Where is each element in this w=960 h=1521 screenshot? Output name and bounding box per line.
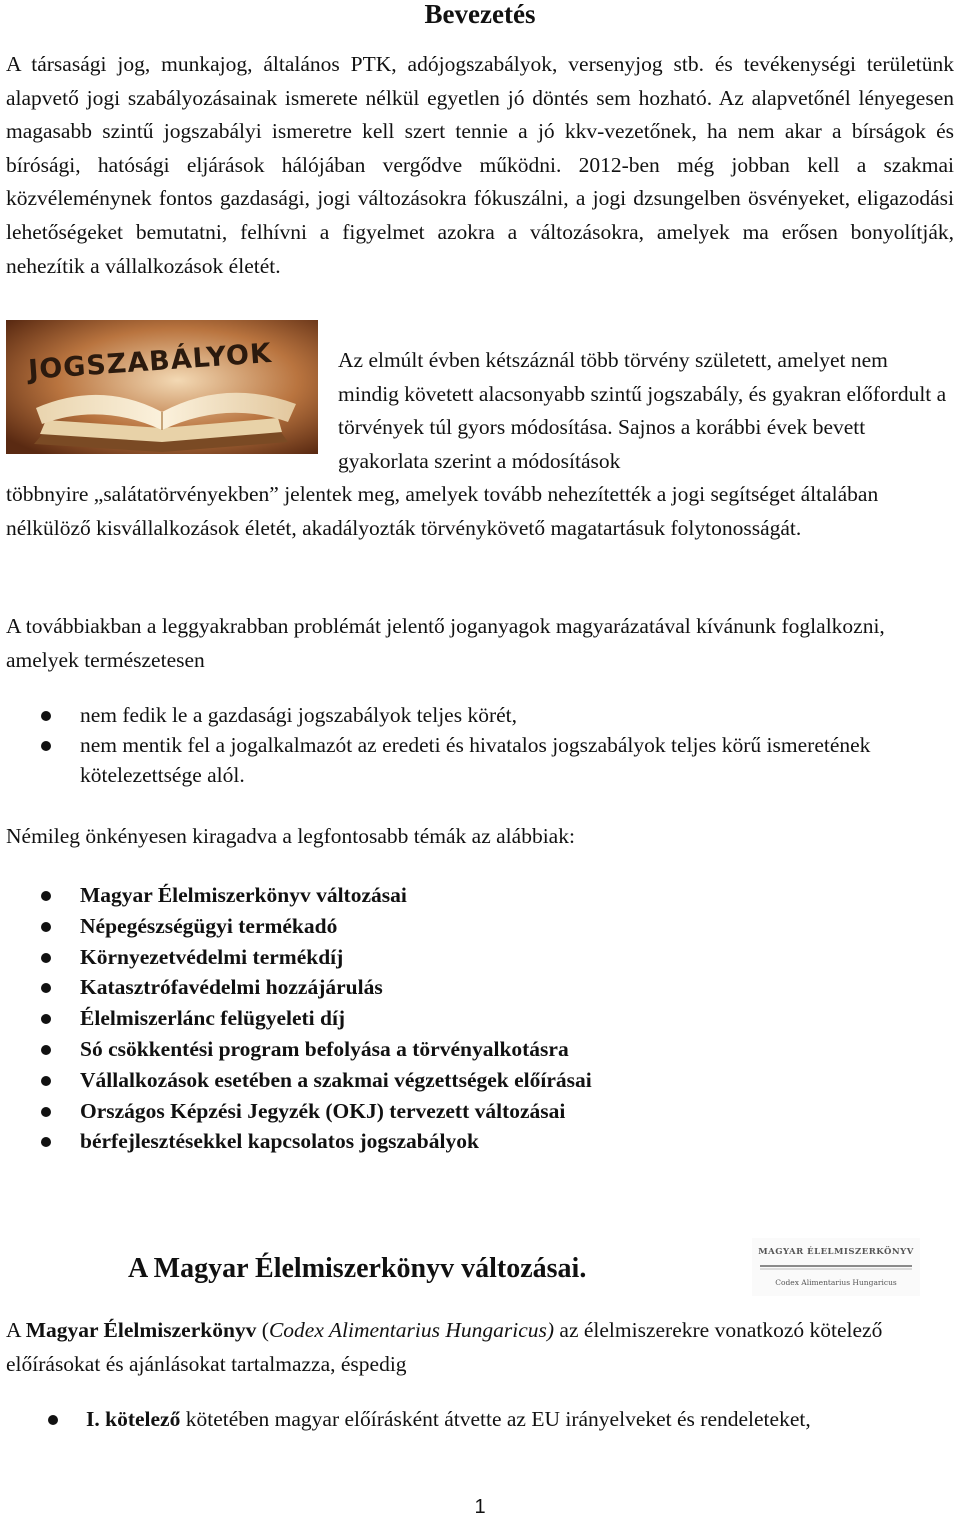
- bullet-icon: [41, 953, 51, 963]
- book-label: JOGSZABÁLYOK: [27, 337, 273, 386]
- topics-list: [0, 880, 940, 1157]
- jogszabalyok-book-image: [6, 320, 318, 454]
- bullet-icon: [41, 1137, 51, 1147]
- intro-paragraph-2: Az elmúlt évben kétszáznál több törvény született, amelyet nem mindig követett alacsonyabb szintű jogszabály, és gyakran előfordult a törvények túl gyors módosítása. Sajnos a korábbi évek bevett gyakorlata szerint a módosítások: [338, 348, 947, 473]
- bullet-icon: [41, 711, 51, 721]
- list-item: Népegészségügyi termékadó: [0, 911, 940, 942]
- bullet-icon: [41, 1014, 51, 1024]
- list-item: nem mentik fel a jogalkalmazót az eredeti és hivatalos jogszabályok teljes körű ismeretének kötelezettsége alól.: [0, 730, 940, 790]
- page-title: Bevezetés: [424, 0, 536, 29]
- list-item: Vállalkozások esetében a szakmai végzettségek előírásai: [0, 1065, 940, 1096]
- list-item: Élelmiszerlánc felügyeleti díj: [0, 1003, 940, 1034]
- list-item: nem fedik le a gazdasági jogszabályok teljes körét,: [0, 700, 940, 730]
- list-item: bérfejlesztésekkel kapcsolatos jogszabályok: [0, 1126, 940, 1157]
- codex-logo-subtitle: Codex Alimentarius Hungaricus: [775, 1278, 897, 1287]
- section-heading: A Magyar Élelmiszerkönyv változásai.: [128, 1253, 587, 1284]
- intro-paragraph-2-continued: többnyire „salátatörvényekben” jelentek meg, amelyek tovább nehezítették a jogi segítséget általában nélkülöző kisvállalkozások életét, akadályozták törvénykövető magatartásuk folytonosságát.: [6, 482, 879, 540]
- bullet-icon: [41, 1076, 51, 1086]
- list-item: Katasztrófavédelmi hozzájárulás: [0, 972, 940, 1003]
- bullet-icon: [48, 1415, 58, 1425]
- bullet-icon: [41, 891, 51, 901]
- page-number: 1: [474, 1496, 486, 1518]
- bullet-icon: [41, 983, 51, 993]
- scope-list: [0, 700, 940, 790]
- codex-latin-name: Codex Alimentarius Hungaricus): [268, 1318, 555, 1342]
- volumes-list: [0, 1404, 940, 1435]
- bullet-icon: [41, 1045, 51, 1055]
- list-item: Só csökkentési program befolyása a törvényalkotásra: [0, 1034, 940, 1065]
- intro-paragraph: A társasági jog, munkajog, általános PTK, adójogszabályok, versenyjog stb. és tevékenységi területünk alapvető jogi szabályozásainak ismerete nélkül egyetlen jó döntés sem hozható. Az alapvetőnél lényegesen magasabb szintű jogszabályi ismeretre kell szert tennie a jó kkv-vezetőnek, ha nem akar a bírságok és bírósági, hatósági eljárások hálójában vergődve működni. 2012-ben még jobban kell a szakmai közvéleménynek fontos gazdasági, jogi változásokra fókuszálni, a jogi dzsungelben ösvényeket, eligazodási lehetőségeket bemutatni, felhívni a figyelmet azokra a változásokra, amelyek ma erősen bonyolítják, nehezítik a vállalkozások életét.: [6, 52, 954, 278]
- bullet-icon: [41, 741, 51, 751]
- list-item: Környezetvédelmi termékdíj: [0, 942, 940, 973]
- bullet-icon: [41, 1107, 51, 1117]
- codex-name: Magyar Élelmiszerkönyv: [25, 1318, 257, 1342]
- codex-paragraph: A Magyar Élelmiszerkönyv (Codex Alimentarius Hungaricus) az élelmiszerekre vonatkozó kötelező előírásokat és ajánlásokat tartalmazza, éspedig: [6, 1318, 883, 1376]
- list-item: Magyar Élelmiszerkönyv változásai: [0, 880, 940, 911]
- codex-logo-title: MAGYAR ÉLELMISZERKÖNYV: [758, 1247, 914, 1257]
- topics-intro: Némileg önkényesen kiragadva a legfontosabb témák az alábbiak:: [6, 824, 575, 848]
- codex-alimentarius-logo: [752, 1238, 920, 1296]
- bullet-icon: [41, 922, 51, 932]
- paragraph-further: A továbbiakban a leggyakrabban problémát jelentő joganyagok magyarázatával kívánunk foglalkozni, amelyek természetesen: [6, 614, 885, 672]
- list-item: I. kötelező kötetében magyar előírásként átvette az EU irányelveket és rendeleteket,: [0, 1404, 940, 1435]
- list-item: Országos Képzési Jegyzék (OKJ) tervezett változásai: [0, 1096, 940, 1127]
